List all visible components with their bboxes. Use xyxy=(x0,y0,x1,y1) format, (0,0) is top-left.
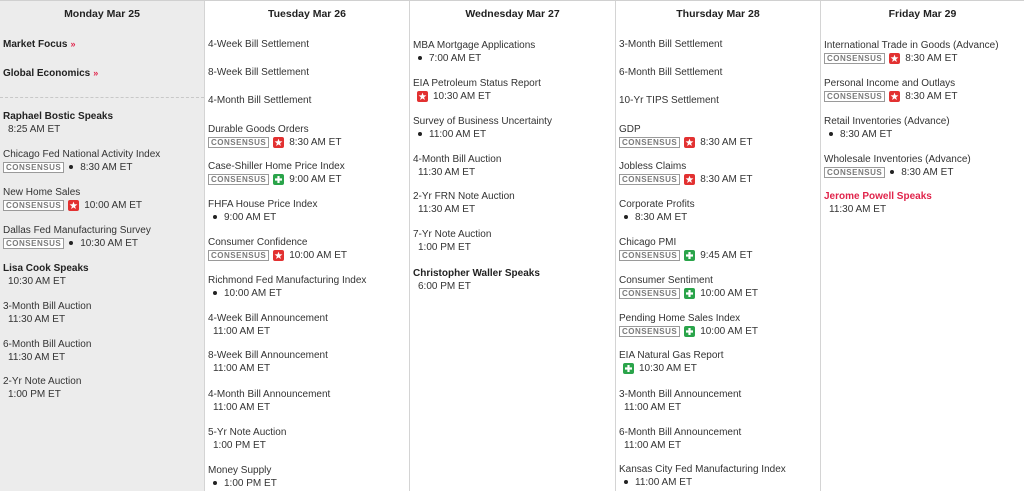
event-meta-row xyxy=(208,212,407,224)
event-title-row[interactable] xyxy=(619,124,818,136)
event-item[interactable] xyxy=(3,39,202,51)
event-item[interactable] xyxy=(619,464,818,488)
event-time: 10:30 AM ET xyxy=(80,237,138,249)
event-title-row[interactable] xyxy=(413,154,613,166)
day-header: Friday Mar 29 xyxy=(888,8,957,20)
event-time: 10:30 AM ET xyxy=(433,90,491,102)
event-title-row[interactable] xyxy=(619,199,818,211)
star-icon xyxy=(68,200,79,211)
event-time: 8:30 AM ET xyxy=(905,52,958,64)
event-meta-row xyxy=(619,440,818,452)
event-item[interactable] xyxy=(208,124,407,148)
event-item[interactable] xyxy=(413,268,613,292)
event-title[interactable]: 2-Yr FRN Note Auction xyxy=(413,191,515,202)
event-time: 1:00 PM ET xyxy=(8,388,61,400)
event-title-row[interactable] xyxy=(619,275,818,287)
event-meta-row xyxy=(3,200,202,212)
event-item[interactable] xyxy=(208,350,407,374)
double-chevron-right-icon[interactable]: » xyxy=(93,68,99,78)
event-title-row[interactable] xyxy=(208,275,407,287)
event-title-row[interactable] xyxy=(208,313,407,325)
event-item[interactable] xyxy=(824,78,1022,102)
event-meta-row xyxy=(619,402,818,414)
event-title-row[interactable] xyxy=(413,229,613,241)
section-divider xyxy=(0,97,204,98)
event-item[interactable] xyxy=(619,313,818,337)
plus-icon xyxy=(623,363,634,374)
day-column-wednesday-mar-27 xyxy=(410,1,616,491)
event-item[interactable] xyxy=(208,95,407,107)
star-icon xyxy=(889,53,900,64)
star-icon xyxy=(273,250,284,261)
event-title-row[interactable] xyxy=(3,225,202,237)
event-meta-row xyxy=(619,137,818,149)
event-title-row[interactable] xyxy=(824,154,1022,166)
event-item[interactable] xyxy=(619,275,818,299)
event-title[interactable]: Raphael Bostic Speaks xyxy=(3,111,114,122)
bullet-icon xyxy=(213,215,217,219)
event-title-row[interactable] xyxy=(619,350,818,362)
event-time: 10:30 AM ET xyxy=(639,362,697,374)
event-meta-row xyxy=(619,288,818,300)
event-time: 10:00 AM ET xyxy=(289,249,347,261)
event-time: 10:00 AM ET xyxy=(224,287,282,299)
event-title[interactable]: Wholesale Inventories (Advance) xyxy=(824,154,971,165)
event-item[interactable] xyxy=(208,427,407,451)
event-meta-row xyxy=(413,167,613,179)
bullet-icon xyxy=(418,56,422,60)
event-meta-row xyxy=(619,363,818,375)
event-title[interactable]: Kansas City Fed Manufacturing Index xyxy=(619,464,786,475)
event-meta-row xyxy=(3,276,202,288)
event-title-row[interactable] xyxy=(208,199,407,211)
event-meta-row xyxy=(619,477,818,489)
event-time: 10:00 AM ET xyxy=(700,325,758,337)
event-meta-row xyxy=(208,137,407,149)
event-time: 11:00 AM ET xyxy=(213,362,271,374)
event-title[interactable]: Jerome Powell Speaks xyxy=(824,191,932,202)
event-item[interactable] xyxy=(413,40,613,64)
star-icon xyxy=(684,137,695,148)
event-item[interactable] xyxy=(824,40,1022,64)
event-item[interactable] xyxy=(413,191,613,215)
event-title[interactable]: Case-Shiller Home Price Index xyxy=(208,161,345,172)
event-title-row[interactable] xyxy=(413,191,613,203)
event-item[interactable] xyxy=(208,199,407,223)
event-meta-row xyxy=(3,352,202,364)
event-title-row[interactable] xyxy=(208,465,407,477)
event-item[interactable] xyxy=(208,465,407,489)
day-column-tuesday-mar-26 xyxy=(205,1,410,491)
consensus-badge[interactable]: CONSENSUS xyxy=(208,174,269,185)
event-title-row[interactable] xyxy=(619,67,818,79)
event-title-row[interactable] xyxy=(3,339,202,351)
event-time: 10:00 AM ET xyxy=(700,287,758,299)
bullet-icon xyxy=(829,132,833,136)
double-chevron-right-icon[interactable]: » xyxy=(70,39,76,49)
event-time: 1:00 PM ET xyxy=(418,241,471,253)
event-time: 10:00 AM ET xyxy=(84,199,142,211)
event-title[interactable]: Survey of Business Uncertainty xyxy=(413,116,552,127)
event-time: 9:45 AM ET xyxy=(700,249,753,261)
event-title[interactable]: Personal Income and Outlays xyxy=(824,78,956,89)
event-title-row[interactable] xyxy=(413,78,613,90)
event-meta-row xyxy=(619,174,818,186)
event-title[interactable]: 6-Month Bill Auction xyxy=(3,339,92,350)
star-icon xyxy=(417,91,428,102)
event-item[interactable] xyxy=(3,339,202,363)
event-title[interactable]: 6-Month Bill Announcement xyxy=(619,427,742,438)
event-meta-row xyxy=(824,167,1022,179)
event-title[interactable]: Retail Inventories (Advance) xyxy=(824,116,950,127)
event-title-row[interactable] xyxy=(208,67,407,79)
star-icon xyxy=(273,137,284,148)
bullet-icon xyxy=(418,132,422,136)
event-meta-row xyxy=(208,478,407,490)
event-title[interactable]: Lisa Cook Speaks xyxy=(3,263,89,274)
event-item[interactable] xyxy=(619,95,818,107)
event-item[interactable] xyxy=(413,78,613,102)
event-meta-row xyxy=(619,250,818,262)
event-title-row[interactable] xyxy=(413,40,613,52)
event-title-row[interactable] xyxy=(413,268,613,280)
event-meta-row xyxy=(824,204,1022,216)
event-title-row[interactable] xyxy=(3,187,202,199)
event-title[interactable]: Consumer Sentiment xyxy=(619,275,713,286)
bullet-icon xyxy=(890,170,894,174)
event-title[interactable]: 3-Month Bill Settlement xyxy=(619,39,723,50)
event-item[interactable] xyxy=(3,111,202,135)
event-title-row[interactable] xyxy=(3,68,202,80)
event-title-row[interactable] xyxy=(208,161,407,173)
event-title[interactable]: Consumer Confidence xyxy=(208,237,308,248)
bullet-icon xyxy=(213,481,217,485)
event-item[interactable] xyxy=(208,389,407,413)
event-meta-row xyxy=(208,288,407,300)
event-item[interactable] xyxy=(208,161,407,185)
event-meta-row xyxy=(208,402,407,414)
event-title-row[interactable] xyxy=(619,313,818,325)
event-time: 9:00 AM ET xyxy=(289,173,342,185)
consensus-badge[interactable]: CONSENSUS xyxy=(3,200,64,211)
event-item[interactable] xyxy=(208,313,407,337)
event-title[interactable]: 3-Month Bill Auction xyxy=(3,301,92,312)
event-time: 7:00 AM ET xyxy=(429,52,482,64)
event-title[interactable]: 4-Month Bill Announcement xyxy=(208,389,331,400)
event-title[interactable]: Money Supply xyxy=(208,465,272,476)
event-time: 11:30 AM ET xyxy=(829,203,887,215)
event-title[interactable]: 6-Month Bill Settlement xyxy=(619,67,723,78)
event-title-row[interactable] xyxy=(619,95,818,107)
event-time: 11:30 AM ET xyxy=(418,166,476,178)
consensus-badge[interactable]: CONSENSUS xyxy=(824,91,885,102)
event-title[interactable]: Christopher Waller Speaks xyxy=(413,268,540,279)
day-column-friday-mar-29 xyxy=(821,1,1024,491)
event-meta-row xyxy=(824,53,1022,65)
day-header: Monday Mar 25 xyxy=(64,8,140,20)
event-title-row[interactable] xyxy=(619,464,818,476)
event-title[interactable]: Dallas Fed Manufacturing Survey xyxy=(3,225,151,236)
consensus-badge[interactable]: CONSENSUS xyxy=(208,250,269,261)
event-item[interactable] xyxy=(3,301,202,325)
event-item[interactable] xyxy=(3,187,202,211)
event-title-row[interactable] xyxy=(619,39,818,51)
day-header: Thursday Mar 28 xyxy=(676,8,760,20)
consensus-badge[interactable]: CONSENSUS xyxy=(619,326,680,337)
event-meta-row xyxy=(208,326,407,338)
event-title[interactable]: Market Focus xyxy=(3,39,68,50)
consensus-badge[interactable]: CONSENSUS xyxy=(3,162,64,173)
event-title[interactable]: GDP xyxy=(619,124,641,135)
consensus-badge[interactable]: CONSENSUS xyxy=(619,137,680,148)
event-item[interactable] xyxy=(619,199,818,223)
event-title[interactable]: 4-Month Bill Settlement xyxy=(208,95,312,106)
bullet-icon xyxy=(624,215,628,219)
event-item[interactable] xyxy=(619,237,818,261)
event-time: 8:30 AM ET xyxy=(905,90,958,102)
event-item[interactable] xyxy=(3,376,202,400)
event-meta-row xyxy=(208,363,407,375)
event-title-row[interactable] xyxy=(208,39,407,51)
day-column-thursday-mar-28 xyxy=(616,1,821,491)
event-title[interactable]: 5-Yr Note Auction xyxy=(208,427,287,438)
event-title[interactable]: MBA Mortgage Applications xyxy=(413,40,536,51)
event-item[interactable] xyxy=(3,263,202,287)
event-title-row[interactable] xyxy=(3,111,202,123)
event-title[interactable]: EIA Natural Gas Report xyxy=(619,350,724,361)
event-title-row[interactable] xyxy=(413,116,613,128)
event-title-row[interactable] xyxy=(619,237,818,249)
event-meta-row xyxy=(413,242,613,254)
event-title-row[interactable] xyxy=(208,427,407,439)
event-item[interactable] xyxy=(3,149,202,173)
event-item[interactable] xyxy=(824,154,1022,178)
event-title[interactable]: New Home Sales xyxy=(3,187,81,198)
plus-icon xyxy=(684,326,695,337)
event-time: 8:30 AM ET xyxy=(901,166,954,178)
day-header: Wednesday Mar 27 xyxy=(465,8,560,20)
event-time: 1:00 PM ET xyxy=(213,439,266,451)
event-meta-row xyxy=(413,91,613,103)
event-item[interactable] xyxy=(413,116,613,140)
event-title[interactable]: Global Economics xyxy=(3,68,91,79)
event-item[interactable] xyxy=(208,275,407,299)
consensus-badge[interactable]: CONSENSUS xyxy=(619,288,680,299)
event-item[interactable] xyxy=(619,39,818,51)
event-title[interactable]: International Trade in Goods (Advance) xyxy=(824,40,999,51)
consensus-badge[interactable]: CONSENSUS xyxy=(824,53,885,64)
plus-icon xyxy=(273,174,284,185)
event-title[interactable]: Richmond Fed Manufacturing Index xyxy=(208,275,367,286)
event-time: 11:00 AM ET xyxy=(624,439,682,451)
event-title-row[interactable] xyxy=(619,427,818,439)
event-title-row[interactable] xyxy=(208,237,407,249)
event-title[interactable]: FHFA House Price Index xyxy=(208,199,318,210)
event-title[interactable]: Chicago Fed National Activity Index xyxy=(3,149,161,160)
event-time: 11:00 AM ET xyxy=(624,401,682,413)
event-title-row[interactable] xyxy=(208,389,407,401)
consensus-badge[interactable]: CONSENSUS xyxy=(824,167,885,178)
event-title-row[interactable] xyxy=(619,389,818,401)
event-time: 8:30 AM ET xyxy=(635,211,688,223)
consensus-badge[interactable]: CONSENSUS xyxy=(619,174,680,185)
bullet-icon xyxy=(69,165,73,169)
event-item[interactable] xyxy=(619,67,818,79)
consensus-badge[interactable]: CONSENSUS xyxy=(208,137,269,148)
event-meta-row xyxy=(619,326,818,338)
event-meta-row xyxy=(413,204,613,216)
event-meta-row xyxy=(824,129,1022,141)
bullet-icon xyxy=(213,291,217,295)
event-meta-row xyxy=(3,314,202,326)
event-title-row[interactable] xyxy=(824,78,1022,90)
event-time: 11:00 AM ET xyxy=(213,325,271,337)
star-icon xyxy=(684,174,695,185)
event-title[interactable]: Durable Goods Orders xyxy=(208,124,309,135)
event-meta-row xyxy=(3,162,202,174)
event-item[interactable] xyxy=(824,116,1022,140)
bullet-icon xyxy=(69,241,73,245)
event-item[interactable] xyxy=(413,154,613,178)
event-title-row[interactable] xyxy=(3,376,202,388)
event-title[interactable]: 3-Month Bill Announcement xyxy=(619,389,742,400)
event-meta-row xyxy=(413,53,613,65)
event-title[interactable]: Corporate Profits xyxy=(619,199,695,210)
event-meta-row xyxy=(824,91,1022,103)
event-title[interactable]: 7-Yr Note Auction xyxy=(413,229,492,240)
event-item[interactable] xyxy=(619,124,818,148)
event-time: 11:30 AM ET xyxy=(8,313,66,325)
event-meta-row xyxy=(3,124,202,136)
event-title-row[interactable] xyxy=(3,39,202,51)
event-title-row[interactable] xyxy=(824,191,1022,203)
event-time: 8:30 AM ET xyxy=(289,136,342,148)
event-item[interactable] xyxy=(413,229,613,253)
event-item[interactable] xyxy=(3,68,202,80)
event-time: 6:00 PM ET xyxy=(418,280,471,292)
event-time: 9:00 AM ET xyxy=(224,211,277,223)
event-meta-row xyxy=(208,440,407,452)
day-column-monday-mar-25 xyxy=(0,1,205,491)
plus-icon xyxy=(684,288,695,299)
event-meta-row xyxy=(619,212,818,224)
consensus-badge[interactable]: CONSENSUS xyxy=(619,250,680,261)
event-title-row[interactable] xyxy=(3,301,202,313)
event-time: 8:30 AM ET xyxy=(840,128,893,140)
event-title[interactable]: 2-Yr Note Auction xyxy=(3,376,82,387)
plus-icon xyxy=(684,250,695,261)
event-title[interactable]: EIA Petroleum Status Report xyxy=(413,78,541,89)
event-title-row[interactable] xyxy=(824,116,1022,128)
event-time: 11:30 AM ET xyxy=(418,203,476,215)
event-time: 11:00 AM ET xyxy=(635,476,693,488)
event-time: 11:00 AM ET xyxy=(429,128,487,140)
event-title[interactable]: 4-Week Bill Announcement xyxy=(208,313,328,324)
event-title[interactable]: Pending Home Sales Index xyxy=(619,313,741,324)
event-item[interactable] xyxy=(208,67,407,79)
event-meta-row xyxy=(413,281,613,293)
event-time: 8:30 AM ET xyxy=(700,136,753,148)
event-title-row[interactable] xyxy=(208,350,407,362)
event-meta-row xyxy=(208,174,407,186)
event-title-row[interactable] xyxy=(208,124,407,136)
event-time: 8:25 AM ET xyxy=(8,123,61,135)
event-time: 11:00 AM ET xyxy=(213,401,271,413)
event-title[interactable]: 8-Week Bill Announcement xyxy=(208,350,328,361)
bullet-icon xyxy=(624,480,628,484)
event-meta-row xyxy=(3,389,202,401)
event-item[interactable] xyxy=(824,191,1022,215)
event-time: 11:30 AM ET xyxy=(8,351,66,363)
event-title-row[interactable] xyxy=(619,161,818,173)
event-title[interactable]: 4-Month Bill Auction xyxy=(413,154,502,165)
event-title-row[interactable] xyxy=(208,95,407,107)
event-title[interactable]: 4-Week Bill Settlement xyxy=(208,39,309,50)
event-item[interactable] xyxy=(3,225,202,249)
consensus-badge[interactable]: CONSENSUS xyxy=(3,238,64,249)
star-icon xyxy=(889,91,900,102)
event-title-row[interactable] xyxy=(824,40,1022,52)
event-title[interactable]: Chicago PMI xyxy=(619,237,677,248)
event-title[interactable]: Jobless Claims xyxy=(619,161,687,172)
event-item[interactable] xyxy=(619,389,818,413)
event-title-row[interactable] xyxy=(3,149,202,161)
event-title-row[interactable] xyxy=(3,263,202,275)
event-meta-row xyxy=(208,250,407,262)
event-meta-row xyxy=(413,129,613,141)
event-time: 8:30 AM ET xyxy=(80,161,133,173)
event-item[interactable] xyxy=(208,39,407,51)
event-time: 1:00 PM ET xyxy=(224,477,277,489)
event-item[interactable] xyxy=(619,427,818,451)
event-meta-row xyxy=(3,238,202,250)
event-item[interactable] xyxy=(619,161,818,185)
event-time: 10:30 AM ET xyxy=(8,275,66,287)
event-title[interactable]: 10-Yr TIPS Settlement xyxy=(619,95,719,106)
event-title[interactable]: 8-Week Bill Settlement xyxy=(208,67,309,78)
day-header: Tuesday Mar 26 xyxy=(267,8,346,20)
event-time: 8:30 AM ET xyxy=(700,173,753,185)
event-item[interactable] xyxy=(208,237,407,261)
event-item[interactable] xyxy=(619,350,818,374)
